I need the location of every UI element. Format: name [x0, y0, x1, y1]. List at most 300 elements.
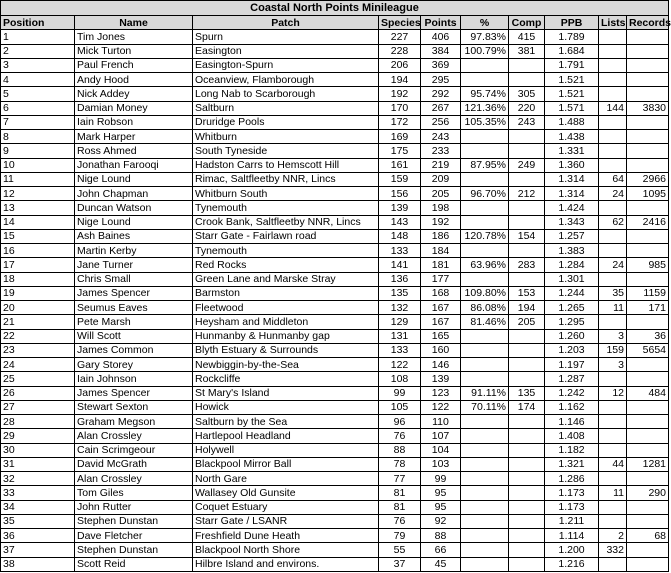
cell-lists [599, 472, 627, 486]
cell-name: Ash Baines [75, 229, 193, 243]
cell-patch: Coquet Estuary [193, 500, 379, 514]
cell-patch: Spurn [193, 30, 379, 44]
cell-ppb: 1.314 [545, 172, 599, 186]
header-row [1, 16, 669, 30]
cell-percent: 120.78% [461, 229, 509, 243]
cell-patch: Heysham and Middleton [193, 315, 379, 329]
cell-lists [599, 201, 627, 215]
cell-records: 68 [627, 529, 669, 543]
cell-patch: Blackpool Mirror Ball [193, 457, 379, 471]
cell-lists: 12 [599, 386, 627, 400]
cell-position: 38 [1, 557, 75, 571]
cell-name: Will Scott [75, 329, 193, 343]
cell-position: 1 [1, 30, 75, 44]
cell-percent [461, 486, 509, 500]
cell-ppb: 1.789 [545, 30, 599, 44]
cell-percent [461, 472, 509, 486]
cell-points: 192 [421, 215, 461, 229]
cell-ppb: 1.571 [545, 101, 599, 115]
cell-lists [599, 500, 627, 514]
cell-comp [509, 130, 545, 144]
cell-percent [461, 58, 509, 72]
cell-comp: 220 [509, 101, 545, 115]
cell-percent [461, 144, 509, 158]
cell-points: 95 [421, 500, 461, 514]
cell-position: 33 [1, 486, 75, 500]
cell-records [627, 514, 669, 528]
cell-name: Andy Hood [75, 73, 193, 87]
column-header-position: Position [1, 16, 75, 30]
cell-comp: 381 [509, 44, 545, 58]
cell-records [627, 87, 669, 101]
cell-lists [599, 315, 627, 329]
cell-records [627, 358, 669, 372]
cell-percent [461, 372, 509, 386]
cell-comp [509, 343, 545, 357]
cell-position: 12 [1, 187, 75, 201]
cell-records [627, 372, 669, 386]
cell-name: Graham Megson [75, 415, 193, 429]
cell-position: 27 [1, 400, 75, 414]
cell-patch: Saltburn [193, 101, 379, 115]
table-row [1, 472, 669, 486]
cell-comp [509, 529, 545, 543]
cell-ppb: 1.182 [545, 443, 599, 457]
cell-patch: Red Rocks [193, 258, 379, 272]
cell-percent [461, 329, 509, 343]
cell-lists: 3 [599, 329, 627, 343]
cell-patch: Blyth Estuary & Surrounds [193, 343, 379, 357]
cell-patch: Druridge Pools [193, 115, 379, 129]
cell-points: 160 [421, 343, 461, 357]
cell-points: 168 [421, 286, 461, 300]
cell-lists [599, 58, 627, 72]
cell-patch: Hunmanby & Hunmanby gap [193, 329, 379, 343]
table-row [1, 358, 669, 372]
table-row [1, 130, 669, 144]
cell-name: Stephen Dunstan [75, 543, 193, 557]
cell-ppb: 1.242 [545, 386, 599, 400]
table-row [1, 457, 669, 471]
cell-lists [599, 443, 627, 457]
cell-position: 14 [1, 215, 75, 229]
cell-comp: 212 [509, 187, 545, 201]
table-row [1, 514, 669, 528]
cell-comp [509, 543, 545, 557]
cell-position: 5 [1, 87, 75, 101]
cell-points: 167 [421, 315, 461, 329]
cell-patch: Hilbre Island and environs. [193, 557, 379, 571]
table-row [1, 244, 669, 258]
cell-points: 104 [421, 443, 461, 457]
cell-records [627, 58, 669, 72]
cell-percent [461, 358, 509, 372]
cell-points: 165 [421, 329, 461, 343]
cell-percent [461, 201, 509, 215]
cell-lists [599, 115, 627, 129]
cell-ppb: 1.360 [545, 158, 599, 172]
cell-comp [509, 244, 545, 258]
cell-comp [509, 514, 545, 528]
cell-ppb: 1.488 [545, 115, 599, 129]
cell-records: 484 [627, 386, 669, 400]
cell-records [627, 30, 669, 44]
cell-name: Iain Johnson [75, 372, 193, 386]
cell-comp [509, 500, 545, 514]
cell-comp [509, 557, 545, 571]
cell-comp [509, 201, 545, 215]
cell-species: 37 [379, 557, 421, 571]
cell-patch: Blackpool North Shore [193, 543, 379, 557]
cell-patch: Holywell [193, 443, 379, 457]
cell-species: 170 [379, 101, 421, 115]
cell-lists: 11 [599, 301, 627, 315]
cell-species: 148 [379, 229, 421, 243]
cell-lists: 332 [599, 543, 627, 557]
cell-name: Mark Harper [75, 130, 193, 144]
cell-percent [461, 343, 509, 357]
cell-name: Seumus Eaves [75, 301, 193, 315]
cell-species: 172 [379, 115, 421, 129]
cell-patch: Easington-Spurn [193, 58, 379, 72]
cell-position: 13 [1, 201, 75, 215]
cell-lists: 11 [599, 486, 627, 500]
cell-name: Alan Crossley [75, 472, 193, 486]
cell-lists: 62 [599, 215, 627, 229]
cell-ppb: 1.408 [545, 429, 599, 443]
cell-patch: Rimac, Saltfleetby NNR, Lincs [193, 172, 379, 186]
cell-position: 22 [1, 329, 75, 343]
cell-name: Nige Lound [75, 172, 193, 186]
cell-name: Alan Crossley [75, 429, 193, 443]
table-row [1, 272, 669, 286]
cell-comp [509, 215, 545, 229]
column-header-ppb: PPB [545, 16, 599, 30]
column-header-lists: Lists [599, 16, 627, 30]
cell-species: 159 [379, 172, 421, 186]
cell-patch: Whitburn [193, 130, 379, 144]
cell-patch: Crook Bank, Saltfleetby NNR, Lincs [193, 215, 379, 229]
cell-ppb: 1.146 [545, 415, 599, 429]
cell-position: 37 [1, 543, 75, 557]
cell-patch: Tynemouth [193, 201, 379, 215]
cell-name: Nick Addey [75, 87, 193, 101]
table-row [1, 87, 669, 101]
cell-records: 2416 [627, 215, 669, 229]
cell-species: 81 [379, 500, 421, 514]
cell-ppb: 1.211 [545, 514, 599, 528]
cell-comp [509, 429, 545, 443]
cell-comp: 154 [509, 229, 545, 243]
cell-species: 133 [379, 343, 421, 357]
cell-points: 45 [421, 557, 461, 571]
cell-patch: North Gare [193, 472, 379, 486]
cell-ppb: 1.197 [545, 358, 599, 372]
cell-patch: Saltburn by the Sea [193, 415, 379, 429]
cell-records [627, 400, 669, 414]
cell-points: 139 [421, 372, 461, 386]
cell-percent [461, 215, 509, 229]
cell-ppb: 1.244 [545, 286, 599, 300]
cell-points: 123 [421, 386, 461, 400]
table-row [1, 158, 669, 172]
cell-records [627, 158, 669, 172]
cell-points: 177 [421, 272, 461, 286]
cell-points: 184 [421, 244, 461, 258]
cell-records: 985 [627, 258, 669, 272]
cell-points: 406 [421, 30, 461, 44]
cell-ppb: 1.284 [545, 258, 599, 272]
column-header-percent: % [461, 16, 509, 30]
cell-lists: 144 [599, 101, 627, 115]
cell-position: 20 [1, 301, 75, 315]
cell-records [627, 244, 669, 258]
cell-patch: Tynemouth [193, 244, 379, 258]
cell-records [627, 73, 669, 87]
cell-position: 35 [1, 514, 75, 528]
cell-comp: 205 [509, 315, 545, 329]
cell-points: 256 [421, 115, 461, 129]
cell-points: 167 [421, 301, 461, 315]
cell-name: Tom Giles [75, 486, 193, 500]
cell-ppb: 1.438 [545, 130, 599, 144]
cell-points: 233 [421, 144, 461, 158]
cell-lists: 24 [599, 187, 627, 201]
cell-patch: Green Lane and Marske Stray [193, 272, 379, 286]
cell-comp [509, 443, 545, 457]
cell-comp [509, 329, 545, 343]
column-header-species: Species [379, 16, 421, 30]
cell-name: Mick Turton [75, 44, 193, 58]
table-row [1, 443, 669, 457]
cell-species: 88 [379, 443, 421, 457]
cell-lists [599, 372, 627, 386]
cell-ppb: 1.521 [545, 73, 599, 87]
cell-lists: 159 [599, 343, 627, 357]
cell-points: 198 [421, 201, 461, 215]
cell-comp: 135 [509, 386, 545, 400]
cell-ppb: 1.286 [545, 472, 599, 486]
cell-species: 206 [379, 58, 421, 72]
cell-ppb: 1.301 [545, 272, 599, 286]
cell-name: John Chapman [75, 187, 193, 201]
cell-name: James Spencer [75, 286, 193, 300]
table-row [1, 301, 669, 315]
cell-percent: 86.08% [461, 301, 509, 315]
cell-ppb: 1.321 [545, 457, 599, 471]
cell-records [627, 130, 669, 144]
cell-position: 8 [1, 130, 75, 144]
cell-position: 21 [1, 315, 75, 329]
cell-lists: 2 [599, 529, 627, 543]
cell-name: Stewart Sexton [75, 400, 193, 414]
table-row [1, 187, 669, 201]
cell-comp [509, 144, 545, 158]
cell-name: Gary Storey [75, 358, 193, 372]
cell-patch: Barmston [193, 286, 379, 300]
cell-records [627, 472, 669, 486]
table-row [1, 343, 669, 357]
cell-records: 1159 [627, 286, 669, 300]
cell-patch: Rockcliffe [193, 372, 379, 386]
cell-species: 129 [379, 315, 421, 329]
cell-patch: Starr Gate / LSANR [193, 514, 379, 528]
cell-patch: Newbiggin-by-the-Sea [193, 358, 379, 372]
cell-comp [509, 486, 545, 500]
cell-ppb: 1.287 [545, 372, 599, 386]
cell-ppb: 1.383 [545, 244, 599, 258]
cell-comp [509, 372, 545, 386]
table-row [1, 557, 669, 571]
cell-lists [599, 514, 627, 528]
cell-patch: Hartlepool Headland [193, 429, 379, 443]
cell-name: James Common [75, 343, 193, 357]
cell-species: 161 [379, 158, 421, 172]
cell-name: Pete Marsh [75, 315, 193, 329]
cell-points: 92 [421, 514, 461, 528]
cell-patch: Wallasey Old Gunsite [193, 486, 379, 500]
cell-patch: Howick [193, 400, 379, 414]
table-row [1, 144, 669, 158]
cell-name: John Rutter [75, 500, 193, 514]
table-title: Coastal North Points Minileague [0, 0, 669, 15]
cell-records [627, 543, 669, 557]
cell-species: 194 [379, 73, 421, 87]
cell-species: 96 [379, 415, 421, 429]
cell-species: 228 [379, 44, 421, 58]
cell-species: 175 [379, 144, 421, 158]
cell-lists [599, 415, 627, 429]
cell-name: Dave Fletcher [75, 529, 193, 543]
column-header-records: Records [627, 16, 669, 30]
cell-patch: Easington [193, 44, 379, 58]
cell-name: Chris Small [75, 272, 193, 286]
cell-position: 36 [1, 529, 75, 543]
cell-percent [461, 443, 509, 457]
column-header-patch: Patch [193, 16, 379, 30]
cell-position: 25 [1, 372, 75, 386]
cell-lists [599, 130, 627, 144]
cell-species: 108 [379, 372, 421, 386]
cell-percent [461, 130, 509, 144]
cell-lists [599, 144, 627, 158]
cell-percent [461, 457, 509, 471]
cell-records [627, 415, 669, 429]
cell-points: 181 [421, 258, 461, 272]
cell-records [627, 229, 669, 243]
cell-percent: 70.11% [461, 400, 509, 414]
cell-percent [461, 529, 509, 543]
cell-lists [599, 557, 627, 571]
cell-patch: Oceanview, Flamborough [193, 73, 379, 87]
cell-points: 267 [421, 101, 461, 115]
cell-points: 205 [421, 187, 461, 201]
column-header-name: Name [75, 16, 193, 30]
cell-species: 122 [379, 358, 421, 372]
cell-position: 10 [1, 158, 75, 172]
cell-records: 5654 [627, 343, 669, 357]
cell-ppb: 1.173 [545, 486, 599, 500]
column-header-comp: Comp [509, 16, 545, 30]
cell-percent [461, 543, 509, 557]
table-row [1, 543, 669, 557]
cell-percent [461, 272, 509, 286]
cell-position: 3 [1, 58, 75, 72]
cell-ppb: 1.203 [545, 343, 599, 357]
cell-percent [461, 429, 509, 443]
cell-species: 99 [379, 386, 421, 400]
cell-comp: 249 [509, 158, 545, 172]
table-row [1, 315, 669, 329]
cell-ppb: 1.257 [545, 229, 599, 243]
table-row [1, 58, 669, 72]
cell-percent: 96.70% [461, 187, 509, 201]
cell-ppb: 1.216 [545, 557, 599, 571]
cell-points: 122 [421, 400, 461, 414]
cell-comp [509, 358, 545, 372]
cell-percent: 105.35% [461, 115, 509, 129]
cell-species: 132 [379, 301, 421, 315]
cell-patch: Whitburn South [193, 187, 379, 201]
cell-percent: 100.79% [461, 44, 509, 58]
cell-lists [599, 272, 627, 286]
table-row [1, 429, 669, 443]
cell-position: 26 [1, 386, 75, 400]
cell-species: 169 [379, 130, 421, 144]
cell-lists: 35 [599, 286, 627, 300]
cell-records [627, 201, 669, 215]
cell-ppb: 1.114 [545, 529, 599, 543]
column-header-points: Points [421, 16, 461, 30]
cell-comp [509, 73, 545, 87]
cell-points: 107 [421, 429, 461, 443]
cell-position: 11 [1, 172, 75, 186]
cell-position: 9 [1, 144, 75, 158]
cell-points: 95 [421, 486, 461, 500]
table-row [1, 172, 669, 186]
cell-percent: 91.11% [461, 386, 509, 400]
cell-comp [509, 172, 545, 186]
cell-lists [599, 44, 627, 58]
cell-records: 36 [627, 329, 669, 343]
cell-records [627, 429, 669, 443]
cell-lists: 64 [599, 172, 627, 186]
cell-name: Jane Turner [75, 258, 193, 272]
table-body [1, 30, 669, 572]
cell-name: Cain Scrimgeour [75, 443, 193, 457]
cell-lists [599, 429, 627, 443]
cell-records [627, 272, 669, 286]
cell-species: 78 [379, 457, 421, 471]
cell-ppb: 1.265 [545, 301, 599, 315]
cell-name: Damian Money [75, 101, 193, 115]
cell-position: 29 [1, 429, 75, 443]
cell-patch: Fleetwood [193, 301, 379, 315]
cell-records: 171 [627, 301, 669, 315]
cell-points: 66 [421, 543, 461, 557]
cell-ppb: 1.260 [545, 329, 599, 343]
cell-position: 31 [1, 457, 75, 471]
table-row [1, 229, 669, 243]
cell-patch: St Mary's Island [193, 386, 379, 400]
cell-records [627, 44, 669, 58]
table-row [1, 500, 669, 514]
cell-points: 292 [421, 87, 461, 101]
cell-species: 143 [379, 215, 421, 229]
cell-name: Jonathan Farooqi [75, 158, 193, 172]
cell-points: 295 [421, 73, 461, 87]
table-row [1, 44, 669, 58]
